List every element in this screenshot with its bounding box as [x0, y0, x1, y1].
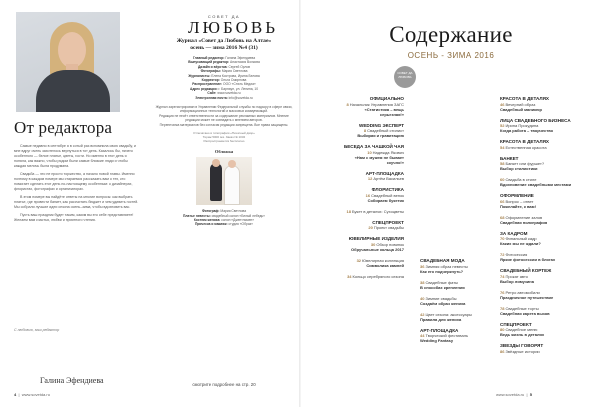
toc-entry [340, 155, 404, 165]
credit-name: Мария Светлова [219, 209, 247, 214]
toc-entry-title: Свадебный маникюр [500, 106, 542, 112]
logo-top-text: СОВЕТ ДА [207, 14, 241, 19]
print-line: Отпечатано в типографии «Печатный двор» [193, 131, 255, 136]
toc-section [340, 171, 404, 182]
editor-name: Галина Эфендиева [40, 376, 104, 385]
toc-column-3 [500, 96, 580, 360]
toc-section [420, 312, 490, 322]
toc-page-number: 20 [368, 225, 373, 230]
editor-photo [16, 12, 120, 112]
print-info [152, 131, 296, 143]
toc-page-number: 80 [500, 327, 505, 332]
toc-entry-title: Вопрос – ответ [505, 198, 534, 204]
toc-entry-title: Обзор новинок [376, 241, 404, 247]
toc-section-heading: КРАСОТА В ДЕТАЛЯХ [500, 139, 549, 144]
toc-entry-title: Яркие фотосессии в блогах [500, 257, 556, 262]
footer-site: www.sovetda.ru [496, 392, 525, 397]
staff-role: Журналисты: [188, 73, 211, 78]
toc-entry-title: Прокат авто [505, 273, 528, 279]
toc-section [500, 322, 580, 338]
toc-page-number: 8 [346, 101, 349, 107]
toc-entry-title: Собираем букетик [367, 197, 404, 203]
toc-entry [500, 279, 580, 284]
toc-entry-title: Цвет сезона: аксессуары [425, 311, 472, 317]
toc-section-heading: СВАДЕБНЫЙ КОРТЕЖ [500, 268, 552, 273]
staff-role: Фотографы: [200, 69, 221, 74]
toc-entry-title: Ведь жизнь в деталях [500, 332, 545, 337]
credit-role: Прическа и макияж: [195, 222, 228, 227]
toc-entry-title: «Статистика – вещь серьезная!» [364, 106, 404, 117]
staff-list [152, 56, 296, 100]
toc-section [500, 252, 580, 262]
toc-page-number: 36 [420, 263, 425, 269]
toc-entry-title: Свадебные фаты [425, 279, 459, 285]
toc-page-number: 46 [500, 101, 505, 107]
credit-name: свадебный салон «Белый лебедь» [210, 213, 265, 218]
legal-line: Журнал зарегистрирован в Управлении Федеральной службы по надзору в сфере связи, информационных технологий и массовых коммуникаций. [155, 105, 293, 114]
toc-entry-title: Творческий фестиваль [425, 333, 469, 338]
toc-section-heading: СПЕЦПРОЕКТ [372, 219, 404, 225]
imprint-column [152, 14, 296, 364]
legal-line: Редакция не несёт ответственности за содержание рекламных материалов. Мнение редакции может не совпадать с мнением авторов. [159, 113, 289, 123]
toc-page-number: 34 [347, 273, 352, 279]
toc-entry [500, 220, 580, 225]
toc-column-2 [420, 258, 490, 349]
toc-entry [500, 145, 580, 150]
toc-entry-title: Выбор стилистики [500, 166, 538, 171]
toc-section-heading: СВАДЕБНАЯ МОДА [420, 258, 465, 263]
toc-page-number: 60 [500, 177, 505, 182]
toc-entry [500, 128, 580, 133]
toc-entry-title: Правила для жениха [420, 316, 462, 322]
toc-entry [420, 338, 490, 343]
toc-entry-title: Когда работа – творчество [500, 128, 554, 133]
toc-entry [340, 198, 404, 203]
toc-section [340, 187, 404, 203]
toc-section-heading: ЮВЕЛИРНЫЕ ИЗДЕЛИЯ [348, 236, 404, 241]
toc-section [420, 328, 490, 344]
toc-section [500, 231, 580, 247]
toc-section [500, 343, 580, 354]
toc-entry [500, 204, 580, 209]
toc-entry-title: Зимние свадьбы [425, 295, 457, 301]
toc-entry-title: Начальник Управления ЗАГС [349, 101, 404, 107]
see-more-note: смотрите подробнее на стр. 20 [192, 382, 256, 387]
toc-section [420, 296, 490, 306]
toc-section [340, 274, 404, 279]
toc-page-number: 30 [370, 241, 376, 247]
toc-section [500, 118, 580, 134]
toc-section [420, 258, 490, 274]
cover-label: Обложка [214, 149, 234, 155]
staff-role: Электронная почта: [195, 95, 228, 100]
toc-entry [500, 332, 580, 337]
toc-entry [340, 247, 404, 252]
toc-section [500, 193, 580, 209]
toc-section-heading: АРТ-ПЛОЩАДКА [365, 170, 404, 176]
toc-page-number: 52 [500, 123, 505, 128]
toc-entry [340, 133, 404, 138]
left-footer: 4 | www.sovetda.ru [14, 392, 50, 397]
toc-page-number: 54 [500, 144, 505, 150]
toc-section [340, 96, 404, 117]
toc-entry [500, 311, 580, 316]
toc-section [340, 209, 404, 214]
toc-entry-title: Проект свадьбы [373, 225, 404, 230]
staff-name: Галина Эфендиева [224, 56, 256, 60]
toc-entry [340, 209, 404, 214]
toc-section-heading: ОФИЦИАЛЬНО [369, 96, 404, 101]
toc-page-number: 72 [500, 252, 505, 257]
toc-page-number: 58 [500, 161, 505, 166]
toc-section-heading: WEDDING ЭКСПЕРТ [359, 122, 404, 128]
toc-entry-title: Вдохновение свадебными местами [500, 182, 572, 187]
credit-line [152, 222, 296, 226]
staff-role: Дизайн и вёрстка: [197, 64, 228, 69]
staff-name: info@sovetda.ru [227, 95, 253, 100]
toc-entry-title: Кольцо серебряного сезона [352, 273, 404, 279]
legal-line: Перепечатка материалов без согласия редакции запрещена. Все права защищены. [159, 122, 289, 127]
toc-entry-title: Свадебные торты [505, 305, 539, 311]
print-line: Распространяется бесплатно [203, 139, 245, 144]
imprint-heading-line: Журнал «Совет да Любовь на Алтае» [176, 38, 272, 44]
toc-section [500, 306, 580, 316]
toc-section-heading: ЗВЕЗДЫ ГОВОРЯТ [500, 343, 544, 348]
magazine-logo [188, 14, 279, 37]
toc-entry-title: Как его подчеркнуть? [420, 268, 464, 274]
editor-letter [14, 144, 140, 226]
toc-section-heading: ЗА КАДРОМ [500, 230, 528, 236]
toc-section [500, 156, 580, 172]
toc-entry-title: Создаём образ жениха [420, 300, 466, 306]
staff-role: Выпускающий редактор: [188, 60, 230, 65]
toc-section [340, 123, 404, 139]
toc-page-number: 76 [500, 289, 505, 295]
toc-entry-title: Выбирая и гравитацию [357, 133, 404, 138]
toc-page-number: 16 [365, 192, 371, 198]
toc-entry [500, 241, 580, 246]
toc-section [500, 139, 580, 150]
page-number: 4 [14, 392, 17, 397]
toc-section [420, 280, 490, 290]
staff-role: Адрес редакции: [189, 86, 218, 91]
toc-page-number: 38 [420, 279, 425, 285]
toc-entry-title: Свадьба в стиле [505, 177, 537, 182]
toc-entry-title: Свадебный венок [371, 192, 404, 198]
toc-page-number: 78 [500, 305, 505, 311]
toc-entry-title: Финальный кадр [505, 236, 537, 241]
toc-entry-title: Естественная красота [505, 144, 547, 150]
toc-entry [500, 166, 580, 171]
toc-section-heading: СПЕЦПРОЕКТ [500, 321, 532, 327]
imprint-heading-line: осень — зима 2016 №4 (31) [190, 44, 258, 51]
toc-page-number: 32 [356, 257, 362, 263]
toc-entry-title: В способах крепления [420, 284, 465, 290]
staff-name: Анастасия Волкова [229, 60, 260, 65]
toc-entry-title: Надежда Якович [372, 149, 404, 155]
toc-title: Содержание [389, 22, 513, 47]
toc-entry-title: Ретро автомобили [505, 289, 540, 295]
toc-page-number: 18 [346, 208, 351, 214]
cover-photo [196, 157, 252, 205]
credit-name: студия «Образ» [227, 222, 253, 227]
toc-entry [420, 269, 490, 274]
issue-stamp: СОВЕТ ДА ЛЮБОВЬ [394, 66, 416, 88]
toc-page-number: 44 [420, 333, 425, 338]
staff-name: ООО «Стиль Медиа» [222, 82, 256, 87]
credit-role: Платье невесты: [183, 213, 211, 218]
toc-section-heading: БАНКЕТ [500, 155, 519, 161]
toc-entry [500, 349, 580, 354]
toc-entry-title: Свадебное меню [505, 327, 538, 332]
toc-section-heading: КРАСОТА В ДЕТАЛЯХ [500, 96, 549, 101]
toc-section [500, 215, 580, 225]
staff-role: Сайт: [207, 91, 217, 96]
toc-entry-title: Wedding Fantasy [420, 338, 454, 343]
staff-name: Елена Кострова, Ирина Белова [210, 73, 260, 78]
toc-page-number: 86 [500, 348, 505, 354]
toc-entry-title: Зимняя образ невесты [425, 263, 468, 269]
toc-entry [420, 285, 490, 290]
toc-entry-title: Праздничное путешествие [500, 294, 554, 300]
toc-page-number: 10 [367, 149, 372, 155]
staff-role: Главный редактор: [192, 56, 225, 60]
toc-page-number: 40 [420, 295, 425, 301]
toc-entry-title: Свадебная карета вызов [500, 310, 550, 316]
toc-section-heading: БЕСЕДА ЗА ЧАШКОЙ ЧАЯ [343, 144, 404, 149]
credit-role: Костюм жениха: [193, 217, 221, 222]
page-gutter [299, 0, 301, 407]
toc-section-heading: ФЛОРИСТИКА [371, 187, 404, 192]
toc-page-number: 70 [500, 236, 505, 241]
toc-page-number: 74 [500, 273, 505, 279]
toc-entry [340, 263, 404, 268]
toc-entry [340, 274, 404, 279]
toc-entry [500, 295, 580, 300]
toc-entry [340, 225, 404, 230]
toc-entry-title: Символика камней [366, 262, 404, 268]
editor-paragraph: Пусть ваш праздник будет таким, каким вы его себе представляете! Желаем вам счастья, любви и приятного чтения. [14, 213, 134, 222]
toc-section [340, 236, 404, 252]
logo-main-text: ЛЮБОВЬ [188, 18, 279, 37]
staff-name: Ольга Смирнова [219, 78, 247, 83]
toc-entry [420, 301, 490, 306]
toc-column-1 [340, 96, 404, 285]
staff-name: Мария Светлова [220, 69, 248, 74]
toc-entry-title: Каких мы не ждали? [500, 241, 541, 246]
toc-section-heading: ЛИЦА СВАДЕБНОГО БИЗНЕСА [500, 117, 571, 123]
staff-role: Корректор: [201, 78, 220, 83]
toc-section [340, 258, 404, 268]
toc-entry-title: Обручальные кольца 2017 [351, 246, 404, 252]
toc-entry-title: Вечерний образ [505, 101, 536, 107]
toc-entry-title: Фотосессия [505, 252, 528, 257]
toc-page-number: 66 [500, 198, 505, 204]
toc-section [340, 220, 404, 231]
staff-role: Распространение: [192, 82, 223, 87]
editor-title: От редактора [14, 118, 113, 137]
toc-entry [340, 107, 404, 117]
toc-entry-title: Ирина Прокудина [505, 123, 539, 128]
legal-notes [152, 105, 296, 127]
toc-section [500, 96, 580, 112]
credit-role: Фотограф: [201, 209, 220, 214]
toc-entry [340, 176, 404, 181]
credit-name: салон «Джентльмен» [220, 217, 255, 222]
toc-entry-title: Ювелирная коллекция [362, 257, 404, 263]
toc-section [500, 290, 580, 300]
toc-entry-title: Пожелайте, к вам! [500, 203, 536, 209]
toc-season: ОСЕНЬ - ЗИМА 2016 [407, 51, 495, 60]
toc-section [340, 144, 404, 165]
toc-entry [500, 257, 580, 262]
editor-paragraph: Самые недавно в сентябре я в сотый раз вспомнила свою свадьбу, и мне вдруг очень захотелось вернуться в тот день. Казалось бы, ничего особенного — белое платье, цветы, гости. Но именно в этот день я поняла, как важно, чтобы рядом были самые близкие люди и чтобы каждая мелочь была продумана. [14, 144, 136, 168]
toc-entry [500, 107, 580, 112]
toc-entry-title: Выбор лимузина [500, 278, 534, 284]
page-number: 5 [529, 392, 532, 397]
footer-site: www.sovetda.ru [21, 392, 50, 397]
toc-section [500, 177, 580, 187]
toc-page-number: 42 [420, 311, 425, 317]
toc-page-number: 68 [500, 214, 505, 220]
print-line: Тираж 5000 экз. Заказ № 1032 [202, 135, 246, 140]
toc-entry-title: Банкет или фуршет? [505, 161, 545, 166]
toc-page-number: 12 [367, 176, 373, 181]
toc-entry-title: Свадебная полиграфия [500, 219, 548, 225]
toc-entry-title: Звёздные истории [505, 348, 540, 354]
right-footer: www.sovetda.ru | 5 [496, 392, 532, 397]
imprint-heading [152, 38, 296, 51]
toc-section [500, 268, 580, 284]
staff-line [152, 96, 296, 100]
toc-entry-title: Оформление залов [505, 214, 543, 220]
editor-signoff: С любовью, ваш редактор [14, 328, 60, 332]
toc-section-heading: АРТ-ПЛОЩАДКА [420, 327, 459, 333]
editor-paragraph: Свадьба — это не просто торжество, а начало новой главы. Именно поэтому в каждом номере мы стараемся рассказать вам о тех, кто помогает сделать этот день по-настоящему особенным: о дизайнерах, флористах, фотографах и организаторах. [14, 172, 135, 191]
toc-entry-title: Букет в деталях: Сухоцветы [351, 208, 404, 214]
toc-page-number: 8 [363, 128, 367, 133]
toc-entry-title: «Нам с мужем не бывает скучно!» [354, 154, 404, 165]
cover-credits [152, 209, 296, 227]
toc-entry-title: Свадебный стилист [367, 128, 404, 133]
editor-column [0, 0, 148, 407]
staff-name: www.sovetda.ru [216, 91, 241, 96]
staff-name: г. Барнаул, ул. Ленина, 10 [217, 86, 259, 91]
toc-entry-title: Артём Васильев [373, 176, 404, 181]
toc-entry [420, 317, 490, 322]
toc-section-heading: ОФОРМЛЕНИЕ [500, 193, 534, 198]
toc-entry [500, 182, 580, 187]
editor-paragraph: В этом номере вы найдёте ответы на многие вопросы: как выбрать платье, где провести банкет, как рассчитать бюджет и чем удивить гостей. Мы собрали лучшие идеи сезона осень–зима, чтобы вдохновить вас. [14, 195, 139, 209]
staff-name: Сергей Орлов [227, 64, 251, 69]
